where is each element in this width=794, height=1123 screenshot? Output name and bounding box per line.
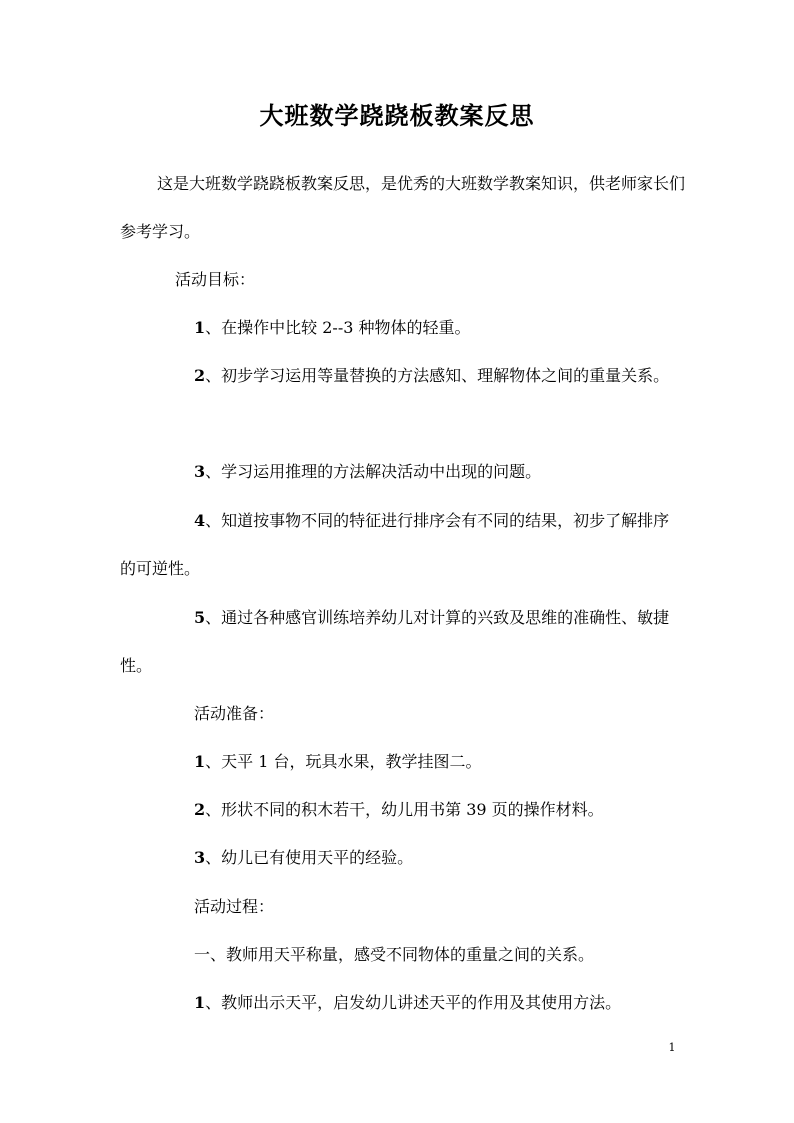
goal-text: 、在操作中比较 2--3 种物体的轻重。: [205, 318, 471, 337]
goals-heading: 活动目标：: [175, 270, 256, 289]
prep-number: 2: [194, 800, 206, 819]
page-number: 1: [668, 1041, 676, 1054]
process-text: 、教师出示天平，启发幼儿讲述天平的作用及其使用方法。: [205, 993, 622, 1012]
prep-item-1: [120, 738, 685, 786]
prep-item-2: [120, 786, 685, 834]
process-step-1: [120, 931, 685, 979]
process-number: 1: [194, 993, 206, 1012]
goal-item-4: [120, 497, 685, 593]
goal-number: 3: [194, 462, 206, 481]
goal-number: 2: [194, 366, 206, 385]
prep-text: 、形状不同的积木若干，幼儿用书第 39 页的操作材料。: [205, 800, 604, 819]
goal-item-1: [120, 304, 685, 352]
prep-number: 1: [194, 752, 206, 771]
goal-number: 5: [194, 608, 206, 627]
prep-text: 、天平 1 台，玩具水果，教学挂图二。: [205, 752, 482, 771]
goal-text: 、学习运用推理的方法解决活动中出现的问题。: [205, 462, 542, 481]
document-title: 大班数学跷跷板教案反思: [259, 101, 535, 130]
goal-item-3: [120, 448, 685, 496]
goal-number: 4: [194, 511, 206, 530]
process-heading: 活动过程：: [194, 897, 275, 916]
goal-item-5: [120, 594, 685, 690]
prep-text: 、幼儿已有使用天平的经验。: [205, 848, 414, 867]
goal-text: 、初步学习运用等量替换的方法感知、理解物体之间的重量关系。: [205, 366, 670, 385]
process-step-2: [120, 979, 695, 1027]
prep-number: 3: [194, 848, 206, 867]
goal-item-2: [120, 352, 685, 400]
goal-number: 1: [194, 318, 206, 337]
prep-heading: 活动准备：: [194, 704, 275, 723]
process-text: 一、教师用天平称量，感受不同物体的重量之间的关系。: [194, 945, 595, 964]
intro-paragraph: 这是大班数学跷跷板教案反思，是优秀的大班数学教案知识，供老师家长们参考学习。: [120, 174, 686, 241]
goal-text: 、通过各种感官训练培养幼儿对计算的兴致及思维的准确性、敏捷性。: [120, 608, 670, 675]
goal-text: 、知道按事物不同的特征进行排序会有不同的结果，初步了解排序的可逆性。: [120, 511, 670, 578]
prep-item-3: [120, 834, 685, 882]
